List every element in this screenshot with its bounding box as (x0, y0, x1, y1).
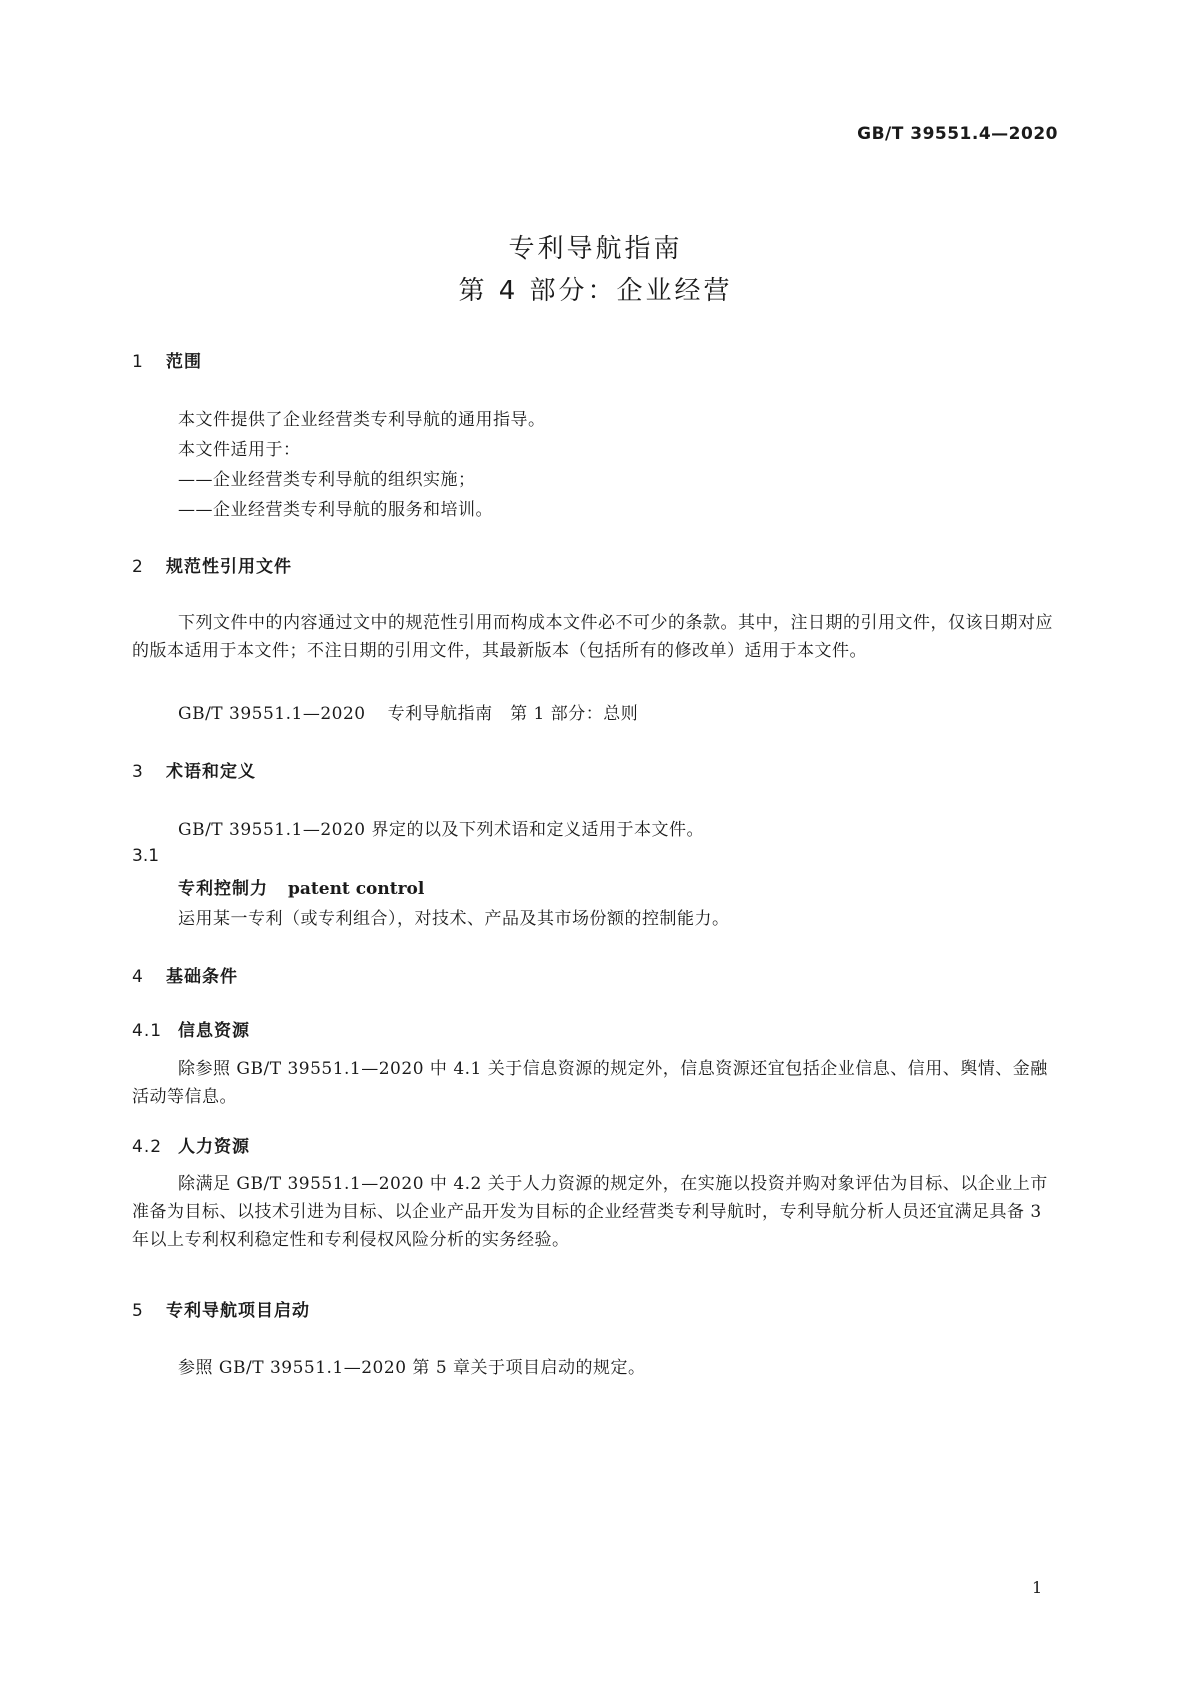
paragraph: 除参照 GB/T 39551.1—2020 中 4.1 关于信息资源的规定外，信息资源还宜包括企业信息、信用、舆情、金融活动等信息。 (132, 1059, 1048, 1107)
term-heading (178, 874, 424, 899)
paragraph: 参照 GB/T 39551.1—2020 第 5 章关于项目启动的规定。 (178, 1358, 646, 1378)
term-chinese: 专利控制力 (178, 879, 268, 899)
section-number: 5 (132, 1301, 144, 1321)
section-number: 2 (132, 557, 144, 577)
section-heading-scope (132, 347, 202, 372)
paragraph: 除满足 GB/T 39551.1—2020 中 4.2 关于人力资源的规定外，在实施以投资并购对象评估为目标、以企业上市准备为目标、以技术引进为目标、以企业产品开发为目标的企业经营类专利导航时，专利导航分析人员还宜满足具备 3 年以上专利权利稳定性和专利侵权风险分析的实务经验。 (132, 1174, 1048, 1250)
section-number: 1 (132, 352, 144, 372)
section-title: 基础条件 (166, 967, 238, 987)
section-number: 4 (132, 967, 144, 987)
section-title: 专利导航项目启动 (166, 1301, 310, 1321)
term-definition: 运用某一专利（或专利组合），对技术、产品及其市场份额的控制能力。 (178, 909, 730, 929)
page-number: 1 (1032, 1578, 1043, 1597)
paragraph: 本文件提供了企业经营类专利导航的通用指导。 (178, 410, 546, 430)
subsection-heading-human-resources (132, 1132, 250, 1157)
section-title: 人力资源 (178, 1137, 250, 1157)
reference-title: 专利导航指南 第 1 部分：总则 (387, 704, 639, 724)
section-number: 4.1 (132, 1021, 163, 1041)
section-number: 4.2 (132, 1137, 163, 1157)
section-title: 规范性引用文件 (166, 557, 292, 577)
reference-code: GB/T 39551.1—2020 (178, 704, 366, 724)
section-title: 信息资源 (178, 1021, 250, 1041)
list-item: ——企业经营类专利导航的服务和培训。 (178, 500, 493, 520)
paragraph: GB/T 39551.1—2020 界定的以及下列术语和定义适用于本文件。 (178, 820, 705, 840)
standard-code: GB/T 39551.4—2020 (857, 124, 1058, 144)
term-number: 3.1 (132, 846, 160, 866)
list-item: ——企业经营类专利导航的组织实施； (178, 470, 476, 490)
section-title: 范围 (166, 352, 202, 372)
term-english: patent control (288, 879, 425, 899)
section-heading-basic-conditions (132, 962, 238, 987)
reference-entry (178, 699, 638, 724)
document-title: 专利导航指南 (508, 234, 683, 264)
section-heading-normative-references (132, 552, 292, 577)
paragraph: 本文件适用于： (178, 440, 301, 460)
section-heading-terms (132, 757, 256, 782)
document-subtitle: 第 4 部分：企业经营 (458, 276, 733, 306)
section-number: 3 (132, 762, 144, 782)
section-title: 术语和定义 (166, 762, 256, 782)
subsection-heading-information-resources (132, 1016, 250, 1041)
section-heading-project-start (132, 1296, 310, 1321)
paragraph: 下列文件中的内容通过文中的规范性引用而构成本文件必不可少的条款。其中，注日期的引用文件，仅该日期对应的版本适用于本文件；不注日期的引用文件，其最新版本（包括所有的修改单）适用于本文件。 (132, 613, 1053, 661)
